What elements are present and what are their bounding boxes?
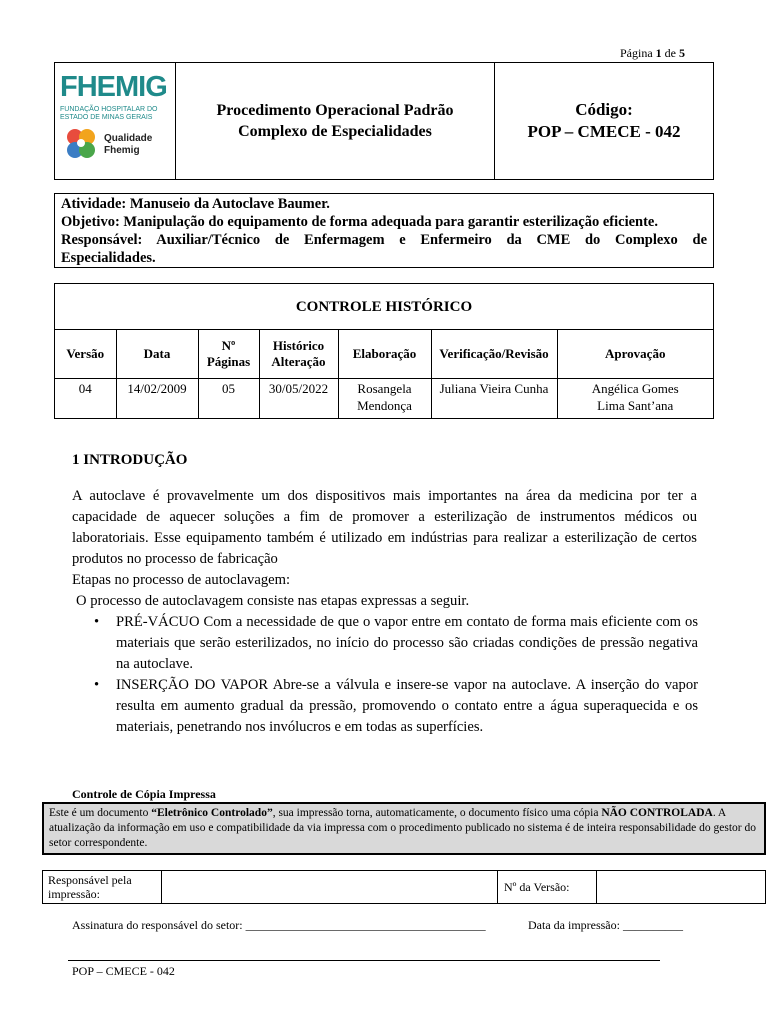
copy-text-3: . A atualização da informação em uso e compatibilidade da via impressa com o procedimento publicado no sistema é de inteira responsabilidade do gestor do setor correspondente. [49,807,757,849]
col-historico [259,330,338,378]
col-data: Data [116,330,198,378]
col-verificacao: Verificação/Revisão [431,330,557,378]
page-number-current: 1 [655,46,662,60]
bullet-list [94,612,698,738]
document-header [54,62,714,180]
processo-line: O processo de autoclavagem consiste nas etapas expressas a seguir. [76,593,470,609]
cell-elaboracao [338,378,431,418]
section-title: 1 INTRODUÇÃO [72,452,188,468]
responsible-line: Responsável: Auxiliar/Técnico de Enfermagem e Enfermeiro da CME do Complexo de [61,232,707,248]
logo-subtitle: FUNDAÇÃO HOSPITALAR DO ESTADO DE MINAS GERAIS [60,106,158,121]
versao-label: Nº da Versão: [498,871,597,903]
copy-control-notice [42,802,766,855]
cell-elaboracao-1: Rosangela [357,380,412,396]
intro-paragraph: A autoclave é provavelmente um dos dispositivos mais importantes na área da medicina por ter a capacidade de aquecer soluções a fim de promover a esterilização de instrumentos médicos ou laboratoriais. Esse equipamento também é utilizado em indústrias para realizar a esterilização de certos produtos no processo de fabricação [72,488,697,567]
control-history-table [55,330,713,418]
page-number [620,46,685,61]
etapas-line: Etapas no processo de autoclavagem: [72,572,291,588]
fhemig-logo: FHEMIG [60,71,167,103]
signature-line: Assinatura do responsável do setor: ________________________________________ [72,918,486,932]
bullet-dot: • [94,677,100,693]
code-value: POP – CMECE - 042 [527,122,681,141]
bullet-text: INSERÇÃO DO VAPOR Abre-se a válvula e insere-se vapor na autoclave. A inserção do vapor resulta em aumento gradual da pressão, promovendo o contato entre a água superaquecida e os materiais, penetrando nos invólucros e em todas as superfícies. [116,677,698,735]
copy-text-bold1: “Eletrônico Controlado” [151,807,273,819]
col-aprovacao: Aprovação [557,330,713,378]
table-header-row [55,330,713,378]
cell-versao: 04 [55,378,116,418]
footer-divider [68,960,660,961]
body-text [72,486,697,612]
table-row [55,378,713,418]
title-line1: Procedimento Operacional Padrão [216,102,454,119]
page-number-sep: de [664,46,676,60]
title-line2: Complexo de Especialidades [238,123,432,140]
print-responsible-table [42,870,766,904]
objective-line: Objetivo: Manipulação do equipamento de forma adequada para garantir esterilização eficiente. [61,214,658,230]
page-number-total: 5 [679,46,685,60]
cell-data: 14/02/2009 [116,378,198,418]
list-item [94,675,698,738]
cell-verificacao: Juliana Vieira Cunha [431,378,557,418]
cell-paginas: 05 [198,378,259,418]
col-versao: Versão [55,330,116,378]
copy-control-title: Controle de Cópia Impressa [72,787,216,801]
copy-text-1: Este é um documento [49,807,152,819]
code-label: Código: [575,100,633,119]
copy-text-2: , sua impressão torna, automaticamente, o documento físico uma cópia [272,807,602,819]
col-elaboracao: Elaboração [338,330,431,378]
logo-quality-line2: Fhemig [104,145,140,156]
footer-code: POP – CMECE - 042 [72,964,175,978]
logo-quality-text [104,133,152,157]
cell-aprovacao-1: Angélica Gomes [591,380,679,396]
copy-text-bold2: NÃO CONTROLADA [601,807,713,819]
col-historico-2: Alteração [271,353,326,369]
print-date-line: Data da impressão: __________ [528,918,683,932]
cell-historico: 30/05/2022 [259,378,338,418]
quality-puzzle-icon [63,127,99,161]
col-paginas-1: Nº [221,337,236,353]
document-title [176,63,495,179]
activity-box [54,193,714,268]
col-historico-1: Histórico [272,337,325,353]
bullet-text: PRÉ-VÁCUO Com a necessidade de que o vapor entre em contato de forma mais eficiente com os materiais que serão esterilizados, no início do processo são criadas condições de pressão negativa na autoclave. [116,614,698,672]
cell-elaboracao-2: Mendonça [357,397,412,413]
responsible-line-cont: Especialidades. [61,250,156,266]
activity-line: Atividade: Manuseio da Autoclave Baumer. [61,196,330,212]
page-number-prefix: Página [620,46,653,60]
col-paginas-2: Páginas [206,353,251,369]
resp-label: Responsável pela impressão: [43,871,162,903]
list-item [94,612,698,675]
resp-field[interactable] [162,871,498,903]
control-history-title: CONTROLE HISTÓRICO [55,284,713,330]
cell-aprovacao [557,378,713,418]
bullet-dot: • [94,614,100,630]
logo-quality-line1: Qualidade [104,133,153,144]
cell-aprovacao-2: Lima Sant’ana [597,397,674,413]
versao-field[interactable] [597,871,765,903]
col-paginas [198,330,259,378]
document-code [495,63,713,179]
logo-cell [55,63,176,179]
control-history [54,283,714,419]
